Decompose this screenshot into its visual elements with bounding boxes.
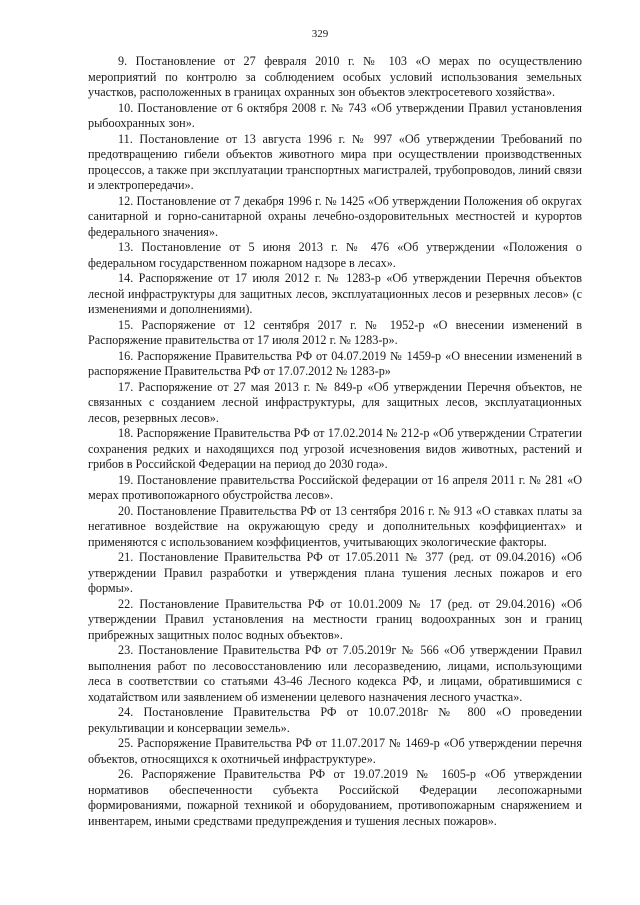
list-item: 23. Постановление Правительства РФ от 7.05.2019г № 566 «Об утверждении Правил выполнения работ по лесовосстановлению или лесоразведению, лицами, использующими леса в соответствии со статьями 43-46 Лесного кодекса РФ, и лицами, обратившимися с ходатайством или заявлением об изменении целевого назначения лесного участка». bbox=[88, 643, 582, 704]
list-item: 11. Постановление от 13 августа 1996 г. № 997 «Об утверждении Требований по предотвращению гибели объектов животного мира при осуществлении производственных процессов, а также при эксплуатации транспортных магистралей, трубопроводов, линий связи и электропередачи». bbox=[88, 131, 582, 192]
list-item: 16. Распоряжение Правительства РФ от 04.07.2019 № 1459-р «О внесении изменений в распоряжение Правительства РФ от 17.07.2012 № 1283-р» bbox=[88, 348, 582, 378]
list-item: 12. Постановление от 7 декабря 1996 г. № 1425 «Об утверждении Положения об округах санитарной и горно-санитарной охраны лечебно-оздоровительных местностей и курортов федерального значения». bbox=[88, 193, 582, 239]
list-item: 18. Распоряжение Правительства РФ от 17.02.2014 № 212-р «Об утверждении Стратегии сохранения редких и находящихся под угрозой исчезновения видов животных, растений и грибов в Российской Федерации на период до 2030 года». bbox=[88, 426, 582, 471]
list-item: 25. Распоряжение Правительства РФ от 11.07.2017 № 1469-р «Об утверждении перечня объектов, относящихся к охотничьей инфраструктуре». bbox=[88, 736, 582, 766]
list-item: 9. Постановление от 27 февраля 2010 г. № 103 «О мерах по осуществлению мероприятий по контролю за соблюдением особых условий использования земельных участков, расположенных в границах охранных зон объектов электросетевого хозяйства». bbox=[88, 54, 582, 99]
list-item: 10. Постановление от 6 октября 2008 г. № 743 «Об утверждении Правил установления рыбоохранных зон». bbox=[88, 100, 582, 130]
legal-acts-list bbox=[88, 54, 582, 829]
list-item: 15. Распоряжение от 12 сентября 2017 г. № 1952-р «О внесении изменений в Распоряжение правительства от 17 июля 2012 г. № 1283-р». bbox=[88, 317, 582, 347]
list-item: 13. Постановление от 5 июня 2013 г. № 476 «Об утверждении «Положения о федеральном государственном пожарном надзоре в лесах». bbox=[88, 240, 582, 270]
page-number: 329 bbox=[311, 28, 329, 40]
list-item: 14. Распоряжение от 17 июля 2012 г. № 1283-р «Об утверждении Перечня объектов лесной инфраструктуры для защитных лесов, эксплуатационных лесов и резервных лесов» (с изменениями и дополнениями). bbox=[88, 271, 582, 316]
list-item: 22. Постановление Правительства РФ от 10.01.2009 № 17 (ред. от 29.04.2016) «Об утверждении Правил установления на местности границ водоохранных зон и границ прибрежных защитных полос водных объектов». bbox=[88, 596, 582, 642]
list-item: 26. Распоряжение Правительства РФ от 19.07.2019 № 1605-р «Об утверждении нормативов обеспеченности субъекта Российской Федерации лесопожарными формированиями, пожарной техникой и оборудованием, противопожарным снаряжением и инвентарем, иными средствами предупреждения и тушения лесных пожаров». bbox=[88, 767, 582, 828]
list-item: 17. Распоряжение от 27 мая 2013 г. № 849-р «Об утверждении Перечня объектов, не связанных с созданием лесной инфраструктуры, для защитных лесов, эксплуатационных лесов, резервных лесов». bbox=[88, 379, 582, 425]
list-item: 19. Постановление правительства Российской федерации от 16 апреля 2011 г. № 281 «О мерах противопожарного обустройства лесов». bbox=[88, 472, 582, 502]
list-item: 24. Постановление Правительства РФ от 10.07.2018г № 800 «О проведении рекультивации и консервации земель». bbox=[88, 705, 582, 735]
list-item: 21. Постановление Правительства РФ от 17.05.2011 № 377 (ред. от 09.04.2016) «Об утверждении Правил разработки и утверждения плана тушения лесных пожаров и его формы». bbox=[88, 550, 582, 595]
list-item: 20. Постановление Правительства РФ от 13 сентября 2016 г. № 913 «О ставках платы за негативное воздействие на окружающую среду и дополнительных коэффициентах» и применяются с использованием коэффициентов, учитывающих экологические факторы. bbox=[88, 503, 582, 549]
